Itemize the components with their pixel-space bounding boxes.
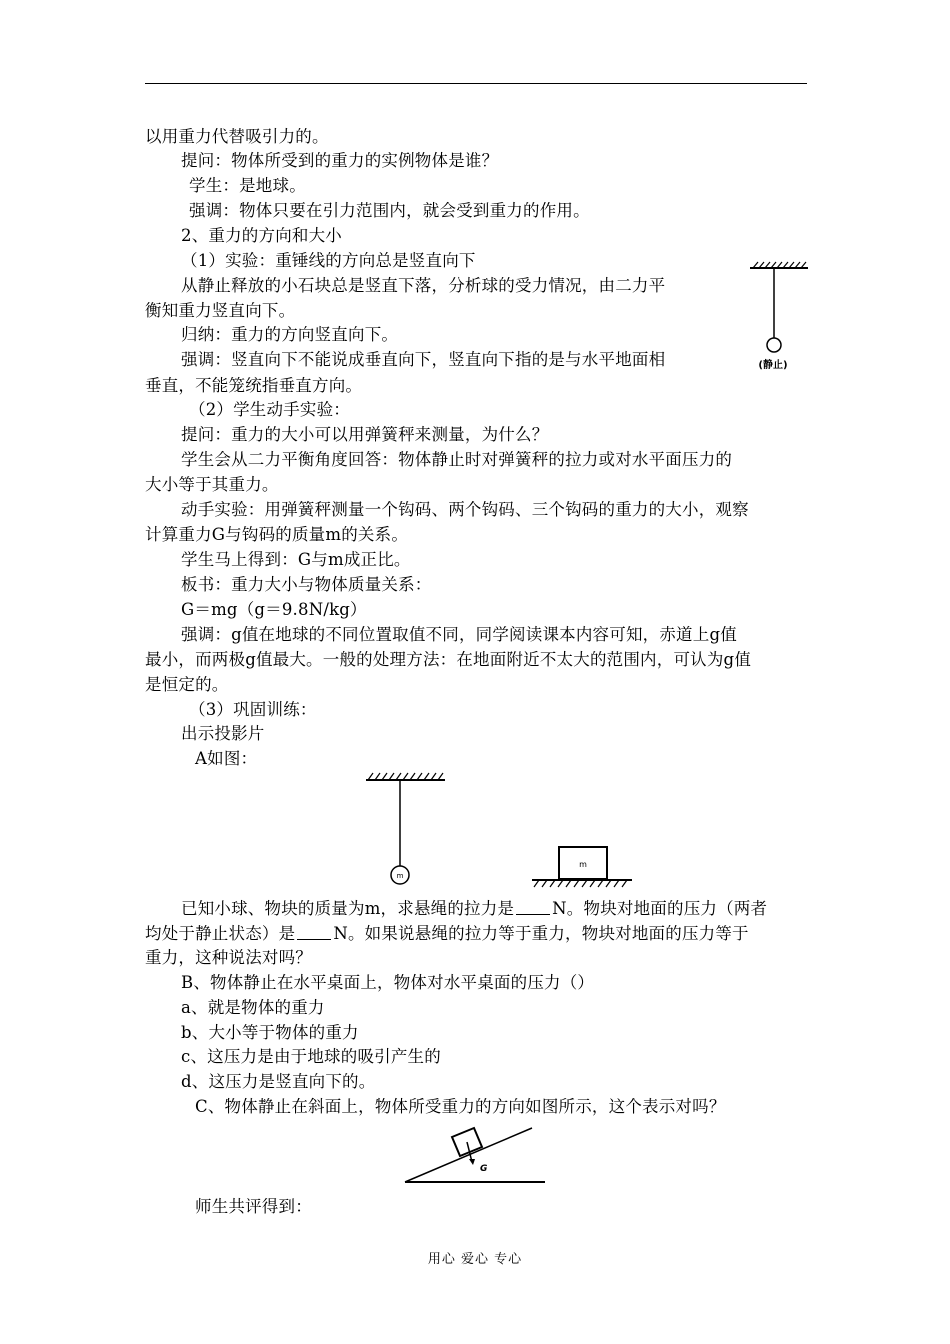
text-line: 重力，这种说法对吗？ bbox=[145, 948, 312, 967]
text-line: 是恒定的。 bbox=[145, 675, 229, 694]
text-line: B、物体静止在水平桌面上，物体对水平桌面的压力（） bbox=[181, 973, 595, 992]
text-line: 最小，而两极g值最大。一般的处理方法：在地面附近不太大的范围内，可认为g值 bbox=[145, 650, 752, 669]
text-line: 归纳：重力的方向竖直向下。 bbox=[181, 325, 399, 344]
hanging-ball-figure bbox=[360, 770, 455, 890]
formula-line: G＝mg（g＝9.8N/kg） bbox=[181, 600, 367, 619]
text-line: （3）巩固训练： bbox=[189, 700, 317, 719]
plumb-line-figure bbox=[745, 260, 815, 375]
text-line: 师生共评得到： bbox=[195, 1197, 312, 1216]
text-line: 强调：物体只要在引力范围内，就会受到重力的作用。 bbox=[189, 201, 590, 220]
answer-blank bbox=[297, 925, 331, 940]
text-line: 提问：重力的大小可以用弹簧秤来测量，为什么？ bbox=[181, 425, 549, 444]
option-line: b、大小等于物体的重力 bbox=[181, 1023, 359, 1042]
text-line bbox=[181, 899, 767, 919]
text-line: 板书：重力大小与物体质量关系： bbox=[181, 575, 432, 594]
text-line: 强调：g值在地球的不同位置取值不同，同学阅读课本内容可知，赤道上g值 bbox=[181, 625, 737, 644]
text-line: 提问：物体所受到的重力的实例物体是谁？ bbox=[181, 151, 499, 170]
text-line: 衡知重力竖直向下。 bbox=[145, 301, 296, 320]
question-text: N。物块对地面的压力（两者 bbox=[552, 899, 768, 918]
header-rule bbox=[145, 83, 807, 84]
gravity-label: G bbox=[480, 1164, 488, 1174]
question-text: 已知小球、物块的质量为m，求悬绳的拉力是 bbox=[181, 899, 515, 918]
text-line: 出示投影片 bbox=[181, 724, 265, 743]
text-line: 学生马上得到：G与m成正比。 bbox=[181, 550, 411, 569]
text-line: 大小等于其重力。 bbox=[145, 475, 279, 494]
static-label: (静止) bbox=[758, 360, 788, 371]
text-line: 学生会从二力平衡角度回答：物体静止时对弹簧秤的拉力或对水平面压力的 bbox=[181, 450, 733, 469]
text-line: 垂直，不能笼统指垂直方向。 bbox=[145, 376, 363, 395]
text-line: A如图： bbox=[195, 749, 258, 768]
page-footer: 用心 爱心 专心 bbox=[427, 1252, 523, 1267]
text-line: （1）实验：重锤线的方向总是竖直向下 bbox=[181, 251, 476, 270]
text-line: 强调：竖直向下不能说成垂直向下，竖直向下指的是与水平地面相 bbox=[181, 350, 666, 369]
section-heading: 2、重力的方向和大小 bbox=[181, 226, 342, 245]
option-line: c、这压力是由于地球的吸引产生的 bbox=[181, 1047, 441, 1066]
text-line: 从静止释放的小石块总是竖直下落，分析球的受力情况，由二力平 bbox=[181, 276, 666, 295]
text-line: 动手实验：用弹簧秤测量一个钩码、两个钩码、三个钩码的重力的大小，观察 bbox=[181, 500, 749, 519]
ball-mass-label: m bbox=[396, 872, 404, 880]
text-line: C、物体静止在斜面上，物体所受重力的方向如图所示，这个表示对吗？ bbox=[195, 1097, 726, 1116]
question-text: N。如果说悬绳的拉力等于重力，物块对地面的压力等于 bbox=[333, 924, 749, 943]
option-line: a、就是物体的重力 bbox=[181, 998, 325, 1017]
block-on-ground-figure bbox=[528, 840, 636, 890]
text-line: 以用重力代替吸引力的。 bbox=[145, 127, 329, 146]
block-mass-label: m bbox=[579, 860, 587, 869]
text-line: （2）学生动手实验： bbox=[189, 400, 350, 419]
answer-blank bbox=[516, 900, 550, 915]
text-line: 计算重力G与钩码的质量m的关系。 bbox=[145, 525, 409, 544]
question-text: 均处于静止状态）是 bbox=[145, 924, 296, 943]
incline-figure bbox=[400, 1115, 550, 1187]
text-line: 学生：是地球。 bbox=[189, 176, 306, 195]
option-line: d、这压力是竖直向下的。 bbox=[181, 1072, 376, 1091]
text-line bbox=[145, 924, 749, 944]
